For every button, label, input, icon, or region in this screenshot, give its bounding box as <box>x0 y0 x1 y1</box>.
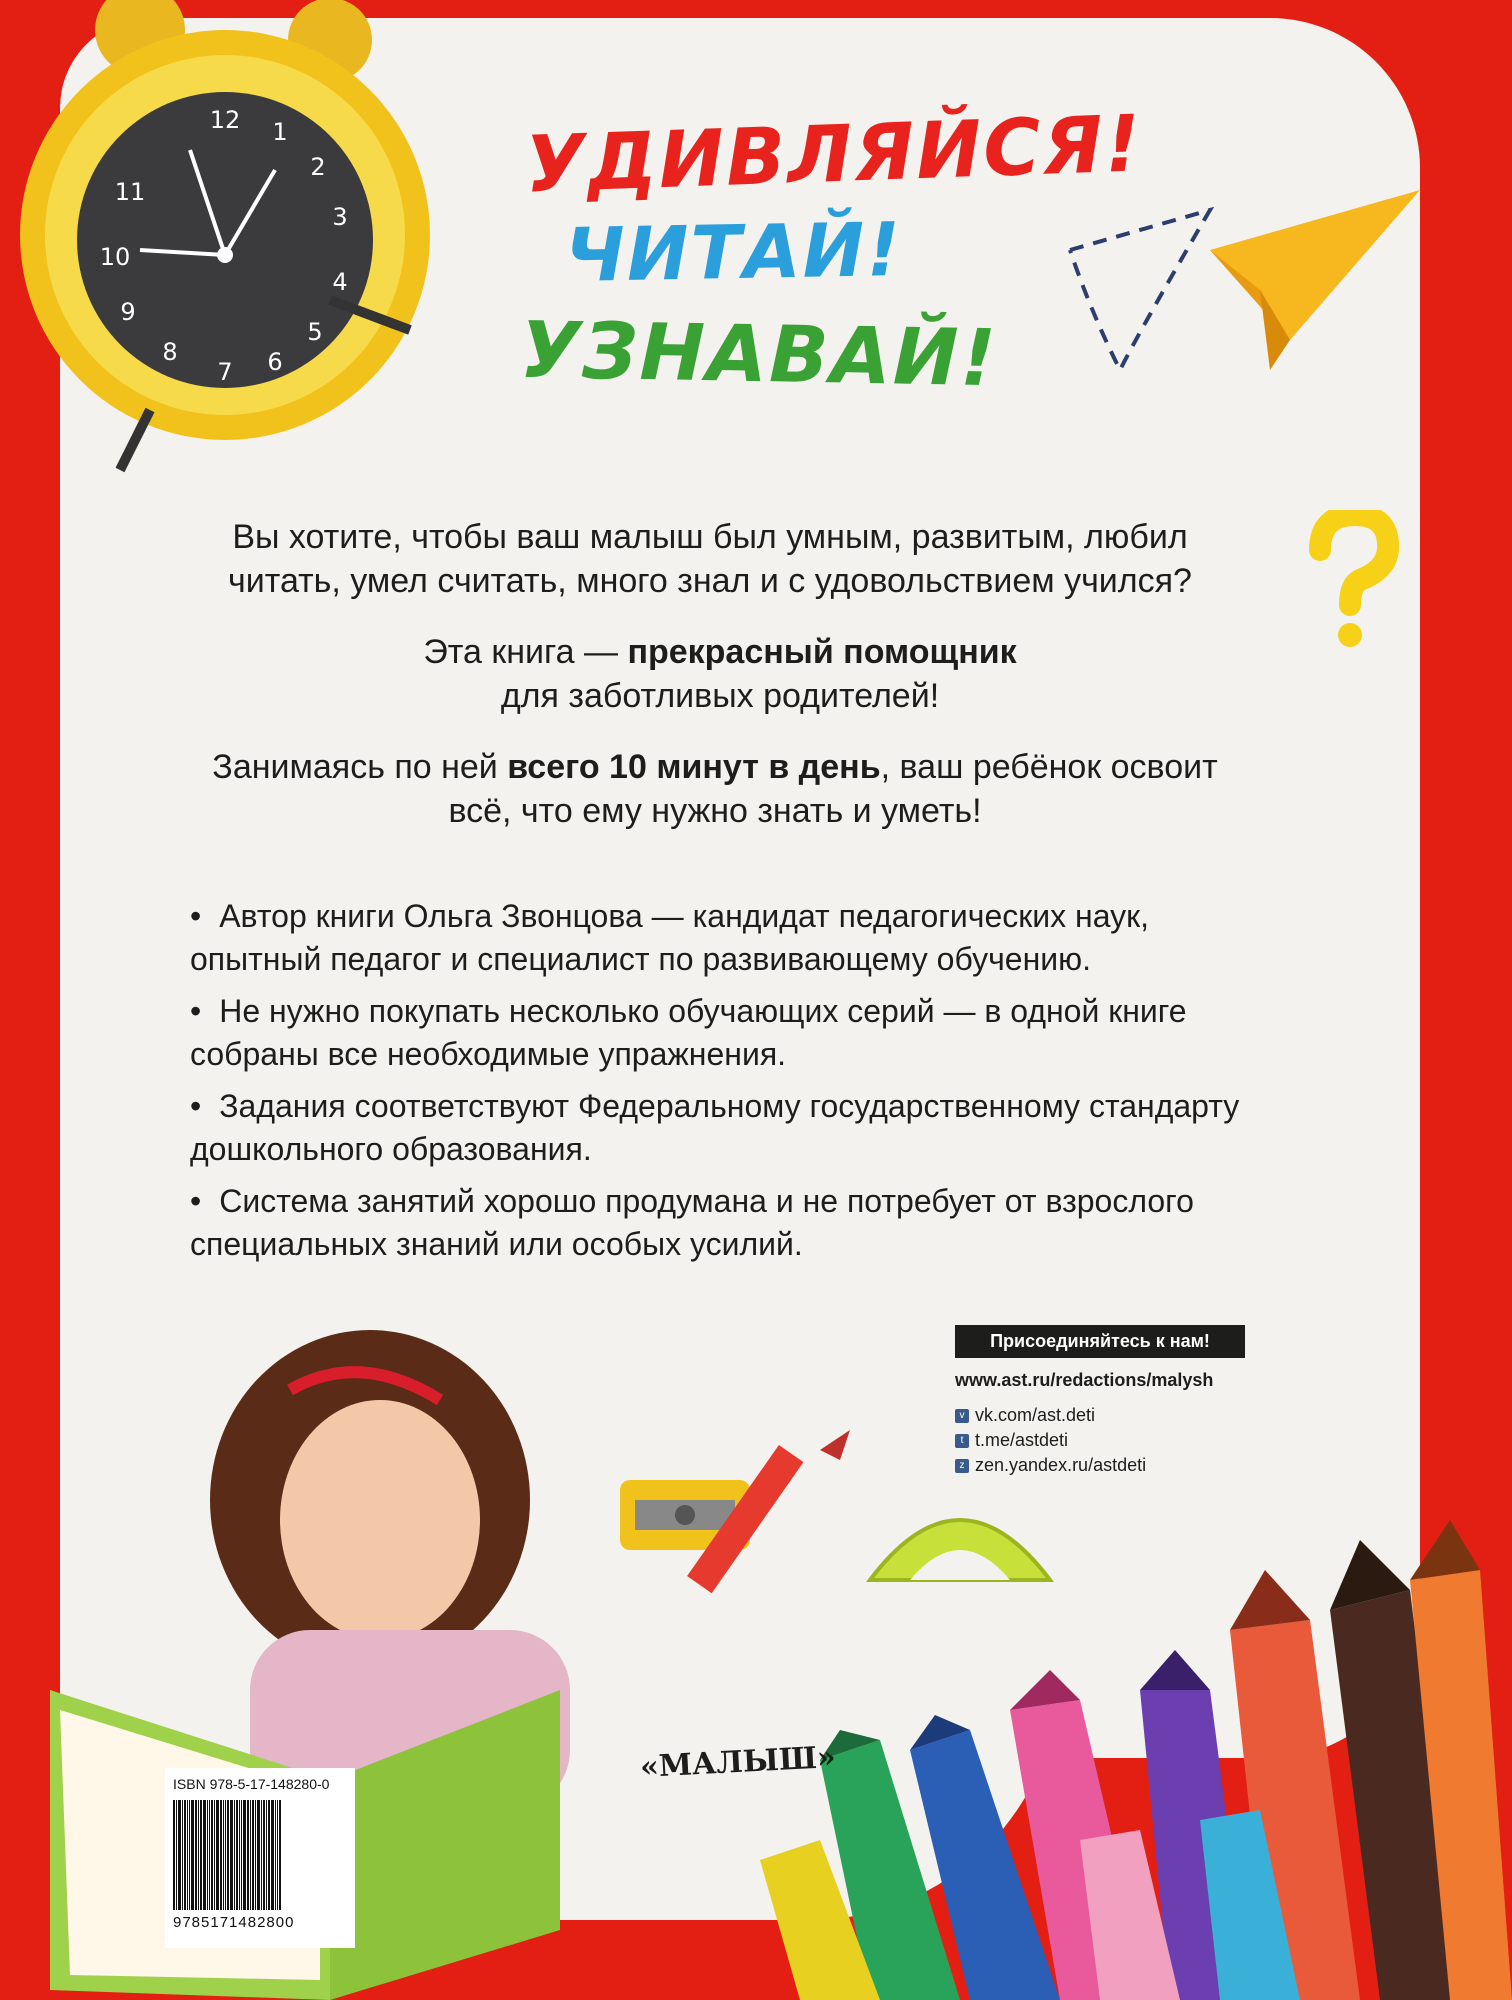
intro-paragraph-1: Вы хотите, чтобы ваш малыш был умным, развитым, любил читать, умел считать, много знал и с удовольствием учился? <box>228 518 1192 600</box>
clock-number: 1 <box>272 118 288 146</box>
clock-number: 12 <box>209 106 241 134</box>
clock-number: 10 <box>99 243 131 271</box>
intro-p2-bold: прекрасный помощник <box>627 633 1017 671</box>
barcode <box>173 1800 347 1910</box>
clock-number: 7 <box>217 358 233 386</box>
headline-2: ЧИТАЙ! <box>564 207 903 299</box>
bullet-item: • Система занятий хорошо продумана и не потребует от взрослого специальных знаний или особых усилий. <box>190 1183 1194 1262</box>
zen-link[interactable]: zen.yandex.ru/astdeti <box>975 1455 1147 1475</box>
telegram-icon: t <box>955 1434 969 1448</box>
colored-pencils-illustration <box>760 1460 1512 2000</box>
bullet-item: • Не нужно покупать несколько обучающих серий — в одной книге собраны все необходимые упражнения. <box>190 993 1187 1072</box>
alarm-clock-icon <box>10 0 430 480</box>
intro-p3-text-end: , ваш ребёнок освоит всё, что ему нужно знать и уметь! <box>448 748 1218 830</box>
question-mark-icon <box>1300 510 1400 650</box>
clock-number: 8 <box>162 338 178 366</box>
intro-p2-text: Эта книга — <box>423 633 628 671</box>
vk-icon: v <box>955 1409 969 1423</box>
zen-icon: z <box>955 1459 969 1473</box>
vk-link[interactable]: vk.com/ast.deti <box>975 1405 1096 1425</box>
clock-number: 2 <box>310 153 326 181</box>
isbn-barcode-block <box>165 1768 355 1948</box>
bullet-text: Система занятий хорошо продумана и не потребует от взрослого специальных знаний или особых усилий. <box>190 1183 1194 1262</box>
paper-plane-icon <box>1060 190 1440 420</box>
headline-1: УДИВЛЯЙСЯ! <box>523 99 1144 211</box>
website-link[interactable]: www.ast.ru/redactions/malysh <box>955 1370 1214 1390</box>
isbn-label: ISBN 978-5-17-148280-0 <box>173 1776 330 1792</box>
intro-p3-text: Занимаясь по ней <box>212 748 508 786</box>
headline-3: УЗНАВАЙ! <box>519 305 999 405</box>
clock-number: 5 <box>307 318 323 346</box>
clock-number: 3 <box>332 203 348 231</box>
bullet-item: • Автор книги Ольга Звонцова — кандидат педагогических наук, опытный педагог и специалист по развивающему обучению. <box>190 898 1150 977</box>
bullet-text: Задания соответствуют Федеральному государственному стандарту дошкольного образования. <box>190 1088 1240 1167</box>
bullet-item: • Задания соответствуют Федеральному государственному стандарту дошкольного образования. <box>190 1088 1240 1167</box>
clock-number: 4 <box>332 268 348 296</box>
clock-number: 11 <box>114 178 146 206</box>
barcode-number: 9785171482800 <box>173 1914 295 1931</box>
clock-number: 9 <box>120 298 136 326</box>
publisher-logo: «МАЛЫШ» <box>639 1739 837 1786</box>
intro-paragraph-3 <box>185 745 1245 833</box>
telegram-link[interactable]: t.me/astdeti <box>975 1430 1069 1450</box>
bullet-text: Не нужно покупать несколько обучающих серий — в одной книге собраны все необходимые упражнения. <box>190 993 1187 1072</box>
clock-number: 6 <box>267 348 283 376</box>
intro-p2-text-end: для заботливых родителей! <box>500 677 940 715</box>
join-us-banner: Присоединяйтесь к нам! <box>955 1325 1245 1358</box>
intro-p3-bold: всего 10 минут в день <box>507 748 881 786</box>
bullet-text: Автор книги Ольга Звонцова — кандидат педагогических наук, опытный педагог и специалист по развивающему обучению. <box>190 898 1150 977</box>
intro-paragraph-2 <box>310 630 1130 718</box>
